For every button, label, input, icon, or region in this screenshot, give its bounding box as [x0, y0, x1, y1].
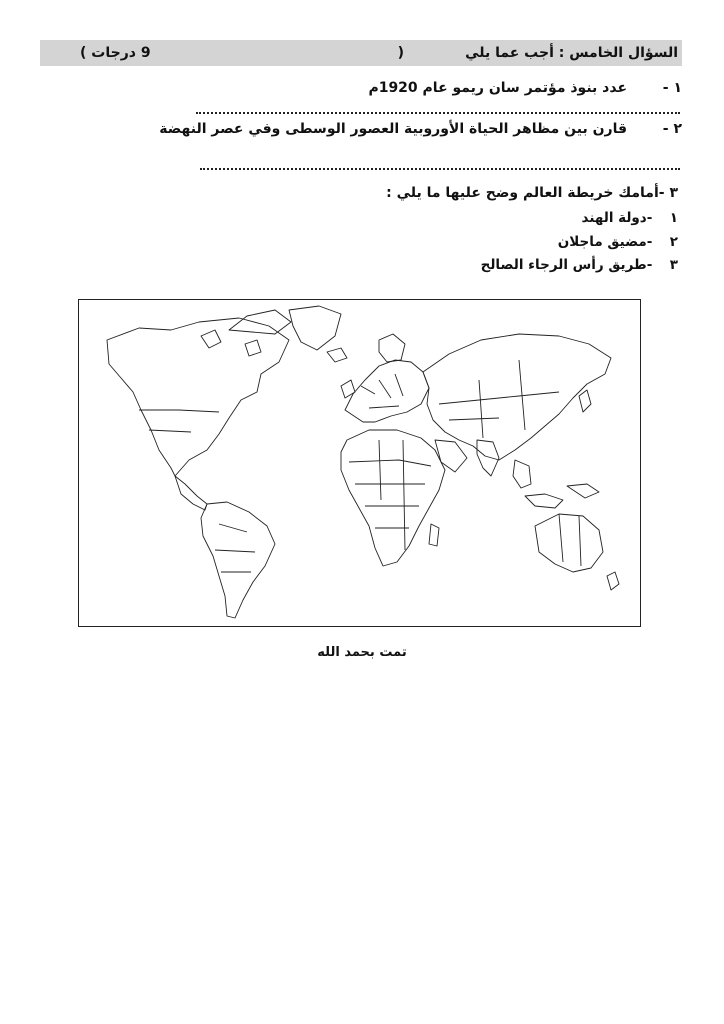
world-map-frame: [78, 299, 641, 627]
answer-line-1: [196, 112, 680, 114]
q3-item-2-number: ٢: [669, 234, 678, 250]
section-marks: 9 درجات ): [80, 45, 151, 61]
world-map-outline-icon: [79, 300, 639, 625]
section-header: [40, 40, 682, 66]
q3-item-1-text: -دولة الهند: [581, 210, 653, 226]
question-2-text: قارن بين مظاهر الحياة الأوروبية العصور الوسطى وفي عصر النهضة: [159, 121, 628, 137]
section-title: السؤال الخامس : أجب عما يلي: [465, 45, 678, 61]
europe-outline: [345, 360, 429, 422]
q3-item-1-number: ١: [669, 210, 678, 226]
question-3-text: -أمامك خريطة العالم وضح عليها ما يلي :: [386, 185, 665, 201]
north-america-outline: [107, 318, 289, 476]
q3-item-3-number: ٣: [669, 257, 678, 273]
question-2: [159, 121, 682, 137]
q3-item-3-text: -طريق رأس الرجاء الصالح: [480, 257, 653, 273]
india-outline: [477, 440, 499, 476]
question-2-number: ٢ -: [662, 121, 682, 137]
question-1-number: ١ -: [662, 80, 682, 96]
question-3: [386, 185, 678, 201]
question-1-text: عدد بنوذ مؤتمر سان ريمو عام 1920م: [368, 80, 628, 96]
australia-outline: [535, 514, 603, 572]
question-1: [368, 80, 682, 96]
q3-item-3: [481, 257, 678, 273]
asia-outline: [423, 334, 611, 460]
question-3-number: ٣: [669, 185, 678, 201]
south-america-outline: [201, 502, 275, 618]
q3-item-2: [558, 234, 678, 250]
marks-paren-open: (: [397, 45, 404, 61]
closing-text: تمت بحمد الله: [317, 645, 407, 660]
answer-line-2: [200, 168, 680, 170]
q3-item-2-text: -مضيق ماجلان: [557, 234, 653, 250]
africa-outline: [341, 430, 445, 566]
q3-item-1: [582, 210, 678, 226]
